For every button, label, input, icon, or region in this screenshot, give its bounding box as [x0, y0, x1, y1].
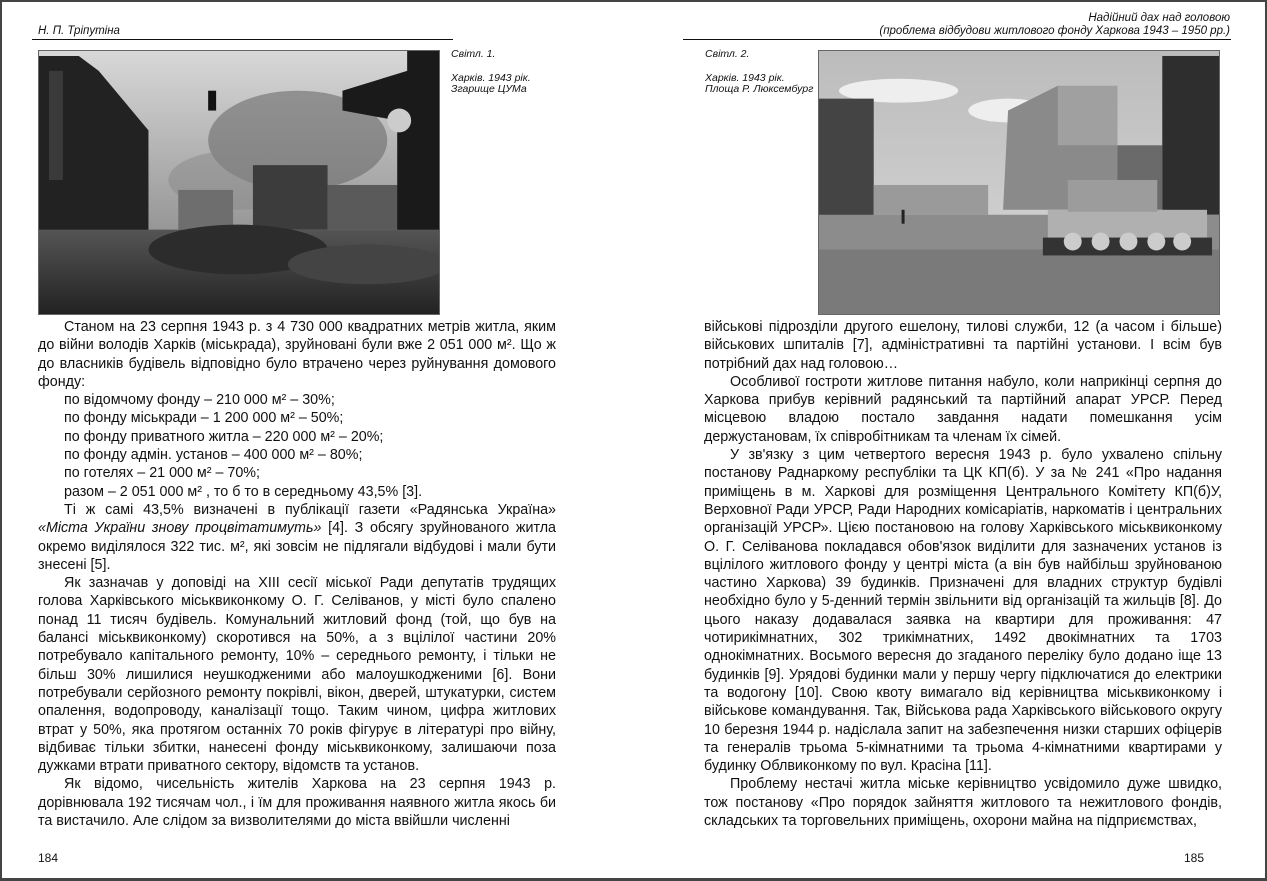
header-rule [32, 39, 453, 40]
photo-ruined-department-store-icon [39, 51, 439, 314]
running-head-title [879, 12, 1230, 38]
list-item: по відомчому фонду – 210 000 м² – 30%; [64, 392, 335, 409]
photo-ruined-department-store [38, 50, 440, 315]
running-head-author: Н. П. Тріпутіна [38, 25, 120, 37]
figure-label: Світл. 1. [451, 48, 496, 60]
figure-caption-1 [451, 49, 571, 96]
figure-label: Світл. 2. [705, 48, 750, 60]
newspaper-article-title: «Міста України знову процвітатимуть» [38, 520, 322, 537]
caption-line: Площа Р. Люксембург [705, 83, 814, 95]
list-item: разом – 2 051 000 м² , то б то в середньому 43,5% [3]. [64, 483, 423, 500]
paragraph: Як зазначав у доповіді на XIII сесії міської Ради депутатів трудящих голова Харківського міськвиконкому О. Г. Селіванов, у місті було спалено понад 11 тисяч будівель. Комунальний житловий фонд (той, що був на балансі міськвиконкому) скоротився на 50%, а з вцілілої частини 20% потребувало капітального ремонту, 10% – середнього ремонту, і тільки не більш 30% лишилися неушкодженими або малоушкодженими [6]. Вони потребували серйозного ремонту покрівлі, вікон, дверей, штукатурки, систем опалення, водопроводу, каналізації тощо. Таким чином, цифра житлових втрат у 50%, яка протягом останніх 70 років фігурує в літературі про війну, відбиває тільки збитки, нанесені фонду міськвиконкому, залишаючи поза дужками втрати приватного сектору, відомств та установ. [38, 575, 556, 775]
right-page [633, 0, 1267, 881]
caption-line: Харків. 1943 рік. [705, 71, 785, 84]
caption-line: Харків. 1943 рік. [451, 71, 531, 84]
text-run: [4]. З обсягу зруйнованого житла окремо виділялося 322 тис. м², які зовсім не підлягали відбудові і мали бути знесені [5]. [38, 520, 556, 573]
photo-square-with-tank [818, 50, 1220, 315]
running-head-line: (проблема відбудови житлового фонду Харкова 1943 – 1950 рр.) [879, 25, 1230, 37]
body-text-right [704, 318, 1222, 830]
body-text-left [38, 318, 556, 830]
left-page [0, 0, 633, 881]
paragraph: Проблему нестачі житла міське керівництво усвідомило дуже швидко, тож постанову «Про порядок зайняття житлового та нежитлового фондів, складських та торговельних приміщень, охорони майна на підприємствах, [704, 776, 1222, 830]
page-number: 184 [38, 851, 59, 865]
caption-line: Згарище ЦУМа [451, 83, 527, 95]
list-item: по фонду приватного житла – 220 000 м² – 20%; [64, 428, 384, 445]
paragraph: У зв'язку з цим четвертого вересня 1943 р. було ухвалено спільну постанову Раднаркому республіки та ЦК КП(б). У за № 241 «Про надання приміщень в м. Харкові для розміщення Центрального Комітету КП(б)У, Верховної Ради УРСР, Ради Народних комісаріатів, наркоматів і центральних організацій УРСР». Цією постановою на голову Харківського міськвиконкому О. Г. Селіванова покладався обов'язок виділити для зазначених установ із вцілілого житлового фонду у центрі міста (а він був найбільш зруйнованою частино Харкова) 39 будинків. Призначені для владних структур будівлі необхідно було у 5-денний термін звільнити від організацій та жильців [8]. До цього наказу додавалася заявка на квартири для проживання: 47 чотирикімнатних, 302 трикімнатних, 1492 двокімнатних та 1703 однокімнатних. Восьмого вересня до згаданого переліку було додано іще 13 будинків [9]. Урядові будинки мали у першу чергу підключатися до електрики та водогону [10]. Свою квоту вимагало від керівництва міськвиконкому і військове командування. Так, Військова рада Харківського військового округу 10 березня 1944 р. надіслала запит на забезпечення низки старших офіцерів та генералів трьома 5-кімнатними та трьома 4-кімнатними квартирами у будинку Облвиконкому по вул. Красіна [11]. [704, 447, 1222, 775]
page-number: 185 [1184, 851, 1205, 865]
paragraph: Особливої гостроти житлове питання набуло, коли наприкінці серпня до Харкова прибув керівний радянський та партійний апарат УРСР. Перед місцевою владою постало завдання надати помешкання усім держустановам, їх співробітникам та членам їх сімей. [704, 373, 1222, 445]
header-rule [683, 39, 1231, 40]
figure-caption-2 [705, 49, 820, 96]
list-item: по фонду адмін. установ – 400 000 м² – 80%; [64, 447, 363, 464]
paragraph: Як відомо, чисельність жителів Харкова на 23 серпня 1943 р. дорівнювала 192 тисячам чол., і їм для проживання наявного житла якось би та вистачило. Але слідом за визволителями до міста ввійшли численні [38, 776, 556, 830]
text-run: Ті ж самі 43,5% визначені в публікації газети «Радянська Україна» [64, 501, 556, 518]
list-item: по готелях – 21 000 м² – 70%; [64, 465, 260, 482]
paragraph [38, 501, 556, 574]
paragraph: Станом на 23 серпня 1943 р. з 4 730 000 квадратних метрів житла, яким до війни володів Харків (міськрада), зруйновані були вже 2 051 000 м². Що ж до власників будівель відповідно було втрачено через руйнування домового фонду: [38, 319, 556, 390]
photo-square-with-tank-icon [819, 51, 1219, 314]
running-head-line: Надійний дах над головою [1088, 12, 1230, 24]
paragraph: військові підрозділи другого ешелону, тилові служби, 12 (а часом і більше) військових шпиталів [7], адміністративні та партійні установи. І всім був потрібний дах над головою… [704, 319, 1222, 372]
list-item: по фонду міськради – 1 200 000 м² – 50%; [64, 410, 344, 427]
